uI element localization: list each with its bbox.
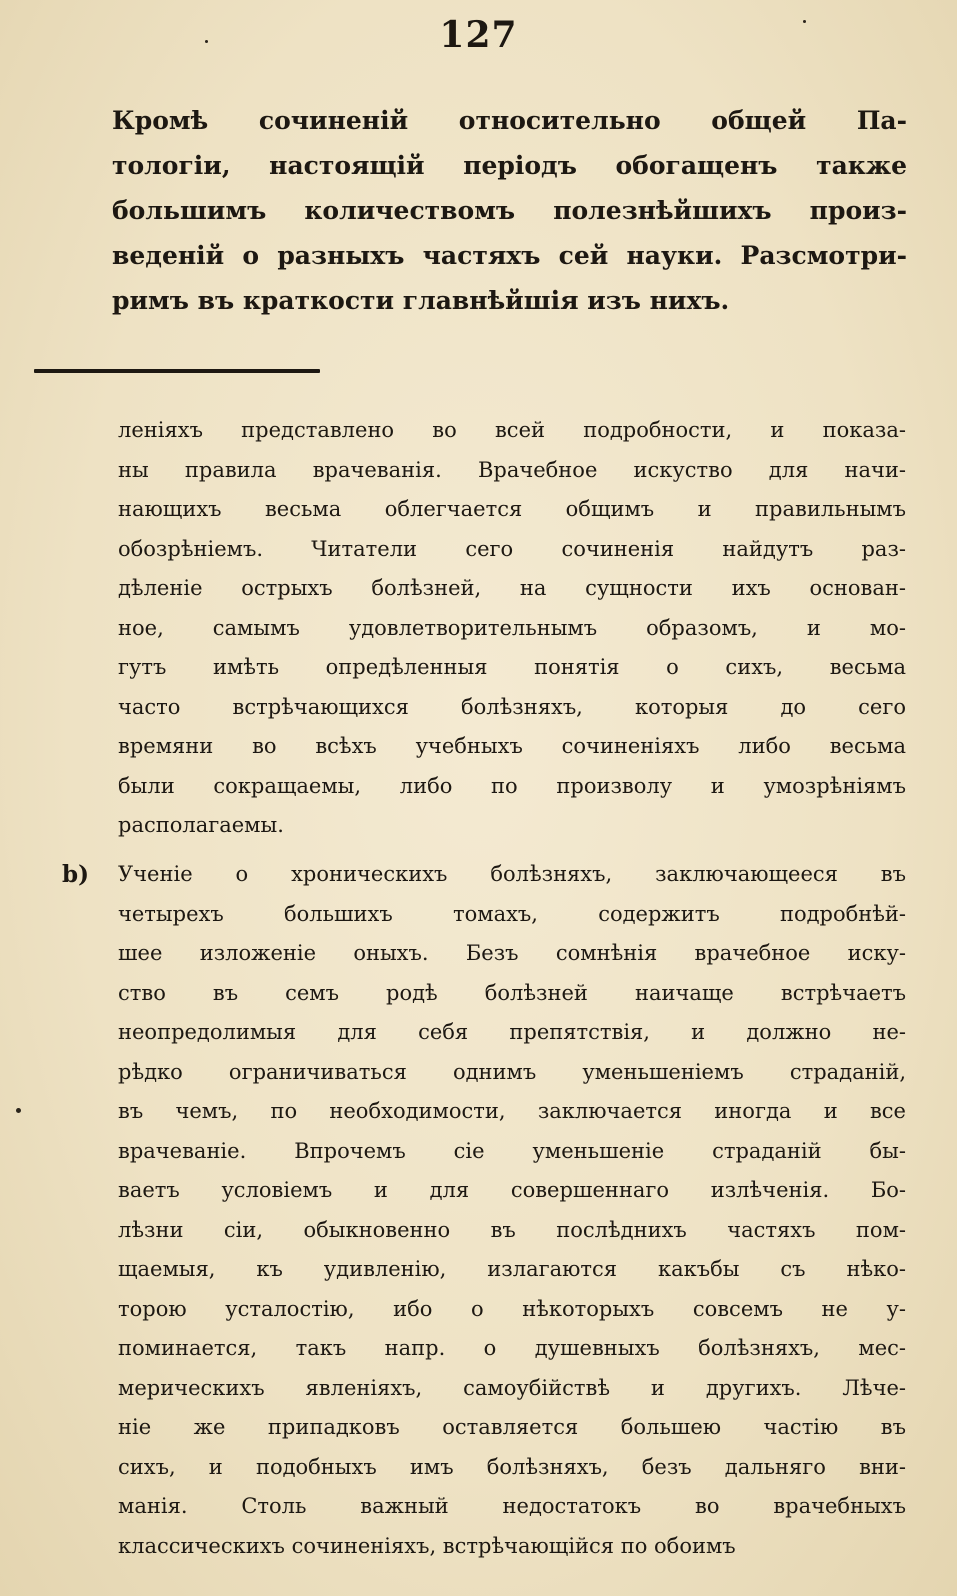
footnote-line: ніе же припадковъ оставляется большею частію въ — [118, 1415, 906, 1439]
text-line: тологіи, настоящій періодъ обогащенъ также — [112, 151, 907, 180]
footnote-line: ное, самымъ удовлетворительнымъ образомъ, и мо- — [118, 615, 906, 640]
footnote-line: ны правила врачеванія. Врачебное искуство для начи- — [118, 457, 906, 482]
paper-speck — [205, 40, 208, 43]
footnote-line: лѣзни сіи, обыкновенно въ послѣднихъ частяхъ пом- — [118, 1217, 906, 1242]
footnote-separator-rule — [34, 369, 320, 373]
footnote-line: нающихъ весьма облегчается общимъ и правильнымъ — [118, 497, 906, 521]
text-line: Кромѣ сочиненій относительно общей Па- — [112, 106, 907, 135]
footnote-line: неопредолимыя для себя препятствія, и должно не- — [118, 1020, 906, 1044]
footnote-line: врачеваніе. Впрочемъ сіе уменьшеніе страданій бы- — [118, 1138, 906, 1163]
footnote-line: классическихъ сочиненіяхъ, встрѣчающійся по обоимъ — [118, 1533, 736, 1558]
footnote-line: часто встрѣчающихся болѣзняхъ, которыя до сего — [118, 694, 906, 719]
footnote-line: манія. Столь важный недостатокъ во врачебныхъ — [118, 1494, 906, 1518]
footnote-line: гутъ имѣть опредѣленныя понятія о сихъ, весьма — [118, 655, 906, 679]
text-line: римъ въ краткости главнѣйшія изъ нихъ. — [112, 286, 730, 315]
footnote-line: ваетъ условіемъ и для совершеннаго излѣченія. Бо- — [118, 1178, 906, 1202]
footnote-continuation — [118, 411, 906, 846]
footnote-line: обозрѣніемъ. Читатели сего сочиненія найдутъ раз- — [118, 536, 906, 561]
footnote-line: располагаемы. — [118, 813, 284, 837]
page-number: 127 — [439, 14, 518, 56]
footnote-line: сихъ, и подобныхъ имъ болѣзняхъ, безъ дальняго вни- — [118, 1454, 906, 1479]
paper-speck — [16, 1108, 21, 1113]
paper-speck — [803, 20, 806, 23]
footnote-line: четырехъ большихъ томахъ, содержитъ подробнѣй- — [118, 901, 906, 926]
footnote-line: Ученіе о хроническихъ болѣзняхъ, заключающееся въ — [118, 862, 906, 886]
item-marker-b: b) — [62, 861, 89, 888]
footnote-line: ство въ семъ родѣ болѣзней наичаще встрѣчаетъ — [118, 980, 906, 1005]
footnote-line: леніяхъ представлено во всей подробности, и показа- — [118, 418, 906, 442]
footnote-item-b — [118, 855, 906, 1566]
footnote-line: были сокращаемы, либо по произволу и умозрѣніямъ — [118, 773, 906, 798]
footnote-line: щаемыя, къ удивленію, излагаются какъбы съ нѣко- — [118, 1257, 906, 1281]
footnote-line: шее изложеніе оныхъ. Безъ сомнѣнія врачебное иску- — [118, 941, 906, 965]
footnote-line: дѣленіе острыхъ болѣзней, на сущности ихъ основан- — [118, 576, 906, 600]
footnote-line: времяни во всѣхъ учебныхъ сочиненіяхъ либо весьма — [118, 734, 906, 758]
footnote-line: въ чемъ, по необходимости, заключается иногда и все — [118, 1099, 906, 1123]
footnote-line: торою усталостію, ибо о нѣкоторыхъ совсемъ не у- — [118, 1296, 906, 1321]
text-line: веденій о разныхъ частяхъ сей науки. Разсмотри- — [112, 241, 907, 270]
footnote-line: мерическихъ явленіяхъ, самоубійствѣ и другихъ. Лѣче- — [118, 1375, 906, 1400]
intro-paragraph — [112, 98, 907, 323]
text-line: большимъ количествомъ полезнѣйшихъ произ- — [112, 196, 907, 225]
footnote-line: поминается, такъ напр. о душевныхъ болѣзняхъ, мес- — [118, 1336, 906, 1360]
footnote-line: рѣдко ограничиваться однимъ уменьшеніемъ страданій, — [118, 1059, 906, 1084]
